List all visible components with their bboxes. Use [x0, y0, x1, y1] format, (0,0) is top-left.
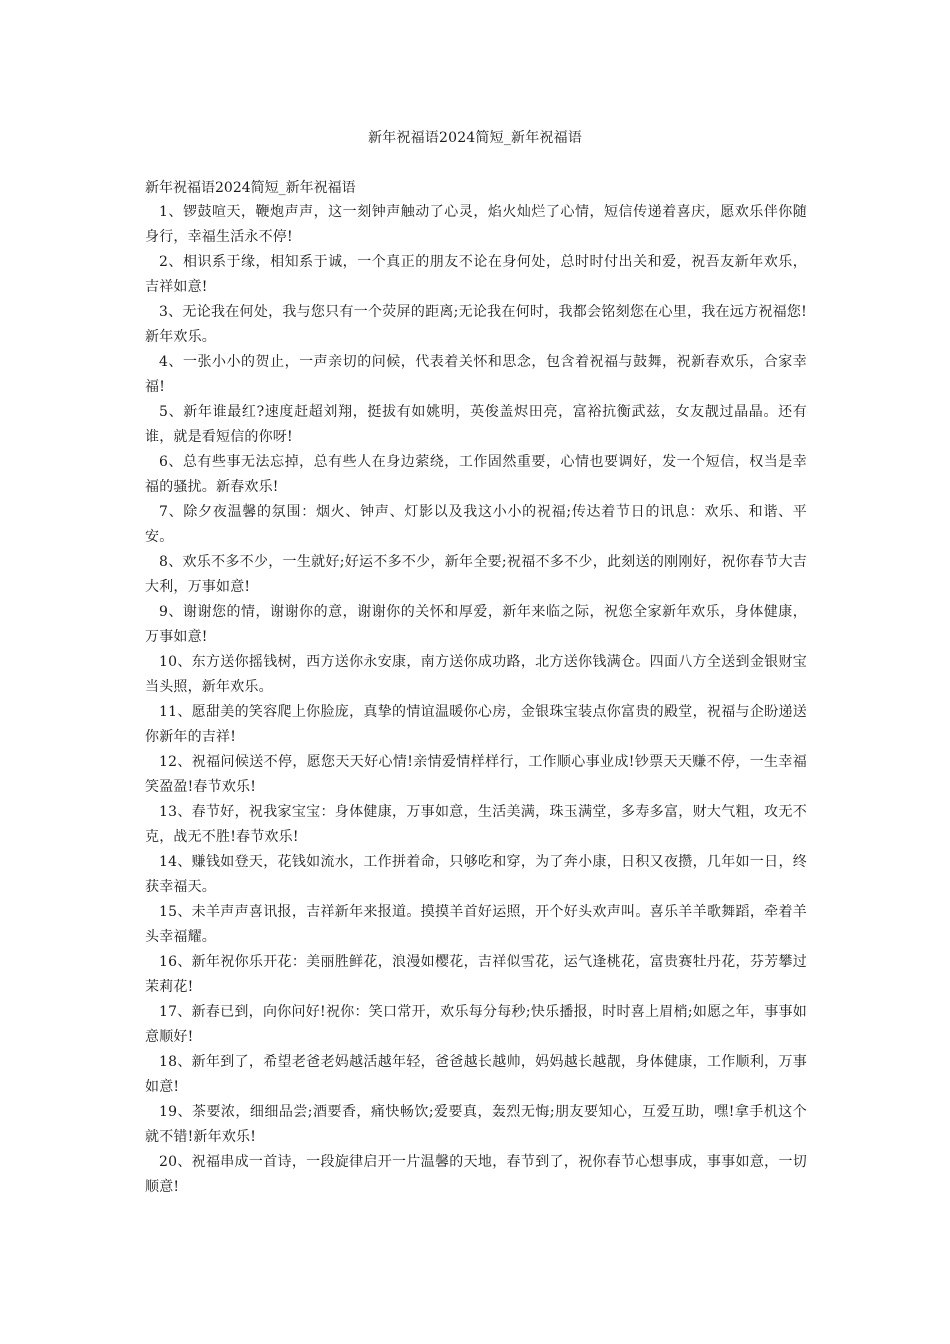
greeting-entry-19: 19、茶要浓，细细品尝;酒要香，痛快畅饮;爱要真，轰烈无悔;朋友要知心，互爱互助，嘿!拿手机这个就不错!新年欢乐! — [145, 1104, 807, 1145]
greeting-entry-11: 11、愿甜美的笑容爬上你脸庞，真挚的情谊温暖你心房，金银珠宝装点你富贵的殿堂，祝福与企盼递送你新年的吉祥! — [145, 704, 807, 745]
document-subtitle: 新年祝福语2024简短_新年祝福语 — [145, 180, 356, 196]
greeting-entry-10: 10、东方送你摇钱树，西方送你永安康，南方送你成功路，北方送你钱满仓。四面八方全送到金银财宝当头照，新年欢乐。 — [145, 654, 807, 695]
greeting-entry-5: 5、新年谁最红?速度赶超刘翔，挺拔有如姚明，英俊盖烬田亮，富裕抗衡武兹，女友靓过晶晶。还有谁，就是看短信的你呀! — [145, 404, 807, 445]
greeting-entry-15: 15、未羊声声喜讯报，吉祥新年来报道。摸摸羊首好运照，开个好头欢声叫。喜乐羊羊歌舞蹈，牵着羊头幸福耀。 — [145, 904, 807, 945]
greeting-entry-7: 7、除夕夜温馨的氛围：烟火、钟声、灯影以及我这小小的祝福;传达着节日的讯息：欢乐、和谐、平安。 — [145, 504, 807, 545]
document-title: 新年祝福语2024简短_新年祝福语 — [367, 130, 583, 146]
greeting-entry-3: 3、无论我在何处，我与您只有一个荧屏的距离;无论我在何时，我都会铭刻您在心里，我在远方祝福您!新年欢乐。 — [145, 304, 807, 345]
greeting-entry-1: 1、锣鼓喧天，鞭炮声声，这一刻钟声触动了心灵，焰火灿烂了心情，短信传递着喜庆，愿欢乐伴你随身行，幸福生活永不停! — [145, 204, 807, 245]
greeting-entry-6: 6、总有些事无法忘掉，总有些人在身边萦绕，工作固然重要，心情也要调好，发一个短信，权当是幸福的骚扰。新春欢乐! — [145, 454, 807, 495]
greeting-entry-4: 4、一张小小的贺止，一声亲切的问候，代表着关怀和思念，包含着祝福与鼓舞，祝新春欢乐，合家幸福! — [145, 354, 807, 395]
greeting-entry-20: 20、祝福串成一首诗，一段旋律启开一片温馨的天地，春节到了，祝你春节心想事成，事事如意，一切顺意! — [145, 1154, 807, 1195]
greeting-entry-17: 17、新春已到，向你问好!祝你：笑口常开，欢乐每分每秒;快乐播报，时时喜上眉梢;如愿之年，事事如意顺好! — [145, 1004, 807, 1045]
greeting-entry-18: 18、新年到了，希望老爸老妈越活越年轻，爸爸越长越帅，妈妈越长越靓，身体健康，工作顺利，万事如意! — [145, 1054, 807, 1095]
greeting-entry-2: 2、相识系于缘，相知系于诚，一个真正的朋友不论在身何处，总时时付出关和爱，祝吾友新年欢乐，吉祥如意! — [145, 254, 807, 295]
greeting-entry-13: 13、春节好，祝我家宝宝：身体健康，万事如意，生活美满，珠玉满堂，多寿多富，财大气粗，攻无不克，战无不胜!春节欢乐! — [145, 804, 807, 845]
greeting-entry-8: 8、欢乐不多不少，一生就好;好运不多不少，新年全要;祝福不多不少，此刻送的刚刚好，祝你春节大吉大利，万事如意! — [145, 554, 807, 595]
document-body — [145, 178, 807, 1200]
greeting-entry-16: 16、新年祝你乐开花：美丽胜鲜花，浪漫如樱花，吉祥似雪花，运气逢桃花，富贵赛牡丹花，芬芳攀过茉莉花! — [145, 954, 807, 995]
greeting-entry-12: 12、祝福问候送不停，愿您天天好心情!亲情爱情样样行，工作顺心事业成!钞票天天赚不停，一生幸福笑盈盈!春节欢乐! — [145, 754, 807, 795]
greeting-entry-14: 14、赚钱如登天，花钱如流水，工作拼着命，只够吃和穿，为了奔小康，日积又夜攒，几年如一日，终获幸福天。 — [145, 854, 807, 895]
greeting-entry-9: 9、谢谢您的情，谢谢你的意，谢谢你的关怀和厚爱，新年来临之际，祝您全家新年欢乐，身体健康，万事如意! — [145, 604, 807, 645]
